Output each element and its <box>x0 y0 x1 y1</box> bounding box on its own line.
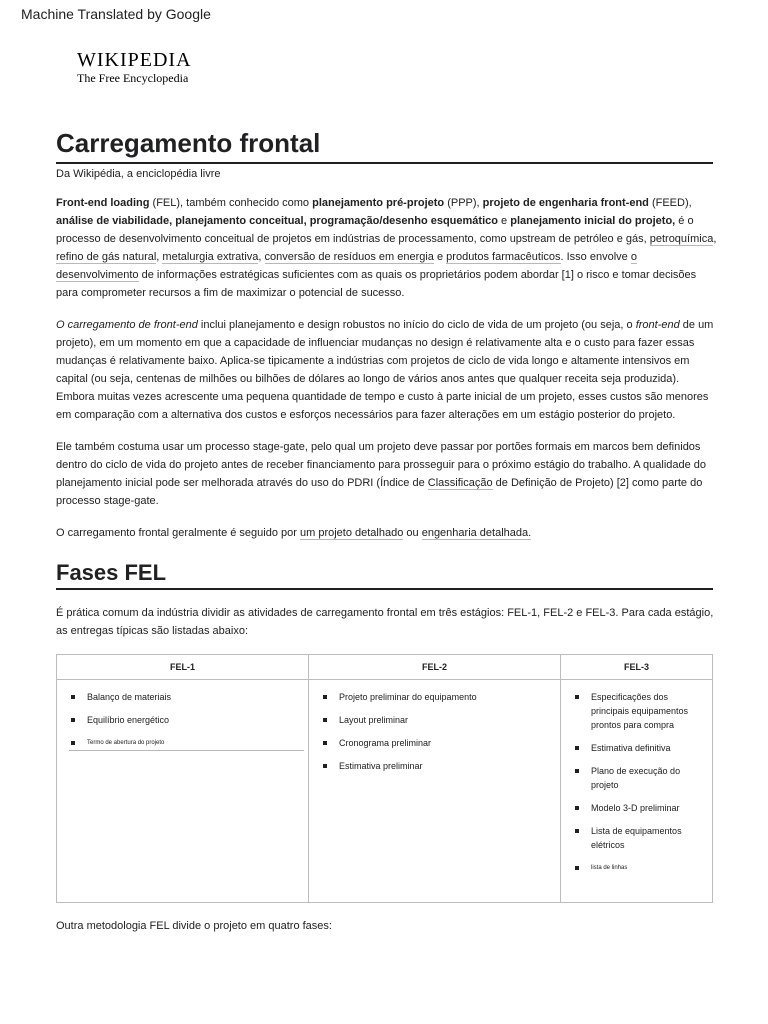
list-item: Balanço de materiais <box>69 690 304 704</box>
list-item: Modelo 3-D preliminar <box>573 801 708 815</box>
list-item: Plano de execução do projeto <box>573 764 708 792</box>
text-run: , <box>156 251 163 263</box>
paragraph-fel-stages: É prática comum da indústria dividir as atividades de carregamento frontal em três estágios: FEL-1, FEL-2 e FEL-3. Para cada estágio, as entregas típicas são listadas abaixo: <box>56 607 714 637</box>
logo-wordmark: WIKIPEDIA <box>77 49 192 71</box>
table-cell-fel-3 <box>561 680 713 903</box>
paragraph-stage-gate <box>56 438 718 510</box>
table-header-fel-1: FEL-1 <box>57 655 309 680</box>
text-run: , <box>713 233 717 245</box>
article-content <box>56 120 718 935</box>
page-tagline: Da Wikipédia, a enciclopédia livre <box>56 168 221 180</box>
text-run: , <box>258 251 265 263</box>
text-run: ou <box>403 527 422 539</box>
page-title: Carregamento frontal <box>56 120 713 164</box>
link-projeto-detalhado[interactable]: um projeto detalhado <box>299 527 404 539</box>
text-run: de Definição de Projeto) [2] como parte do processo stage-gate. <box>56 477 703 507</box>
bold-term: planejamento inicial do projeto, <box>510 215 676 227</box>
paragraph-four-phases: Outra metodologia FEL divide o projeto em quatro fases: <box>56 920 332 932</box>
text-run: inclui planejamento e design robustos no início do ciclo de vida de um projeto (ou seja, o <box>197 319 636 331</box>
text-run: Ele também costuma usar um processo stage-gate, pelo qual um projeto deve passar por portões formais em marcos bem definidos dentro do ciclo de vida do projeto antes de receber financiamento para prosseguir para o próximo estágio do trabalho. A qualidade do planejamento inicial pode ser melhorada através do uso do PDRI (Índice de <box>56 441 707 489</box>
text-run: (PPP), <box>444 197 483 209</box>
text-run: é o processo de desenvolvimento conceitual de projetos em indústrias de processamento, como upstream de petróleo e gás, <box>56 215 694 245</box>
bold-term: Front-end loading <box>56 197 150 209</box>
list-item: Estimativa preliminar <box>321 759 556 773</box>
list-item: Especificações dos principais equipamentos prontos para compra <box>573 690 708 732</box>
link-conversao-residuos[interactable]: conversão de resíduos em energia <box>264 251 434 263</box>
table-header-fel-2: FEL-2 <box>309 655 561 680</box>
logo-tagline: The Free Encyclopedia <box>77 71 189 85</box>
list-item: Layout preliminar <box>321 713 556 727</box>
list-item: Cronograma preliminar <box>321 736 556 750</box>
link-produtos-farmaceuticos[interactable]: produtos farmacêuticos <box>446 251 561 263</box>
text-run: O carregamento frontal geralmente é seguido por <box>56 527 300 539</box>
machine-translation-banner: Machine Translated by Google <box>21 6 211 22</box>
list-item: Lista de equipamentos elétricos <box>573 824 708 852</box>
table-header-fel-3: FEL-3 <box>561 655 713 680</box>
link-classificacao[interactable]: Classificação <box>427 477 493 489</box>
bold-term: análise de viabilidade, planejamento conceitual, programação/desenho esquemático <box>56 215 498 227</box>
text-run: e <box>497 215 511 227</box>
text-run: de um projeto), em um momento em que a capacidade de influenciar mudanças no design é relativamente alta e o custo para fazer essas mudanças é relativamente baixo. Aplica-se tipicamente a indústrias com projetos de ciclo de vida longo e altamente intensivos em capital (ou seja, centenas de milhões ou bilhões de dólares ao longo de vários anos antes que qualquer receita seja produzida). Embora muitas vezes acrescente uma pequena quantidade de tempo e custo à parte inicial de um projeto, esses custos são menores em comparação com a alternativa dos custos e esforços necessários para fazer alterações em um estágio posterior do projeto. <box>56 319 714 421</box>
list-item: Equilíbrio energético <box>69 713 304 727</box>
link-refino-gas-natural[interactable]: refino de gás natural <box>56 251 157 263</box>
italic-term: front-end <box>635 319 680 331</box>
text-run: (FEED), <box>648 197 692 209</box>
fel-stages-table <box>56 654 713 903</box>
link-petroquimica[interactable]: petroquímica <box>649 233 714 245</box>
bold-term: projeto de engenharia front-end <box>482 197 649 209</box>
table-cell-fel-1 <box>57 680 309 903</box>
table-cell-fel-2 <box>309 680 561 903</box>
text-run: e <box>433 251 447 263</box>
link-desenvolvimento[interactable]: o desenvolvimento <box>56 251 637 281</box>
list-item: Projeto preliminar do equipamento <box>321 690 556 704</box>
section-heading-fases-fel: Fases FEL <box>56 560 713 590</box>
link-engenharia-detalhada[interactable]: engenharia detalhada. <box>421 527 532 539</box>
list-item: Estimativa definitiva <box>573 741 708 755</box>
italic-term: O carregamento de front-end <box>56 319 198 331</box>
list-item: lista de linhas <box>573 861 708 875</box>
paragraph-definition <box>56 316 718 424</box>
link-metalurgia-extrativa[interactable]: metalurgia extrativa <box>162 251 259 263</box>
text-run: de informações estratégicas suficientes com as quais os proprietários podem abordar [1] o risco e tomar decisões para comprometer recursos a fim de maximizar o potencial de sucesso. <box>56 269 697 299</box>
bold-term: planejamento pré-projeto <box>312 197 445 209</box>
text-run: . Isso envolve <box>560 251 631 263</box>
list-item[interactable]: Termo de abertura do projeto <box>69 736 304 751</box>
text-run: (FEL), também conhecido como <box>149 197 313 209</box>
paragraph-followed-by <box>56 524 718 542</box>
wikipedia-logo[interactable] <box>77 50 192 86</box>
paragraph-intro <box>56 194 718 302</box>
